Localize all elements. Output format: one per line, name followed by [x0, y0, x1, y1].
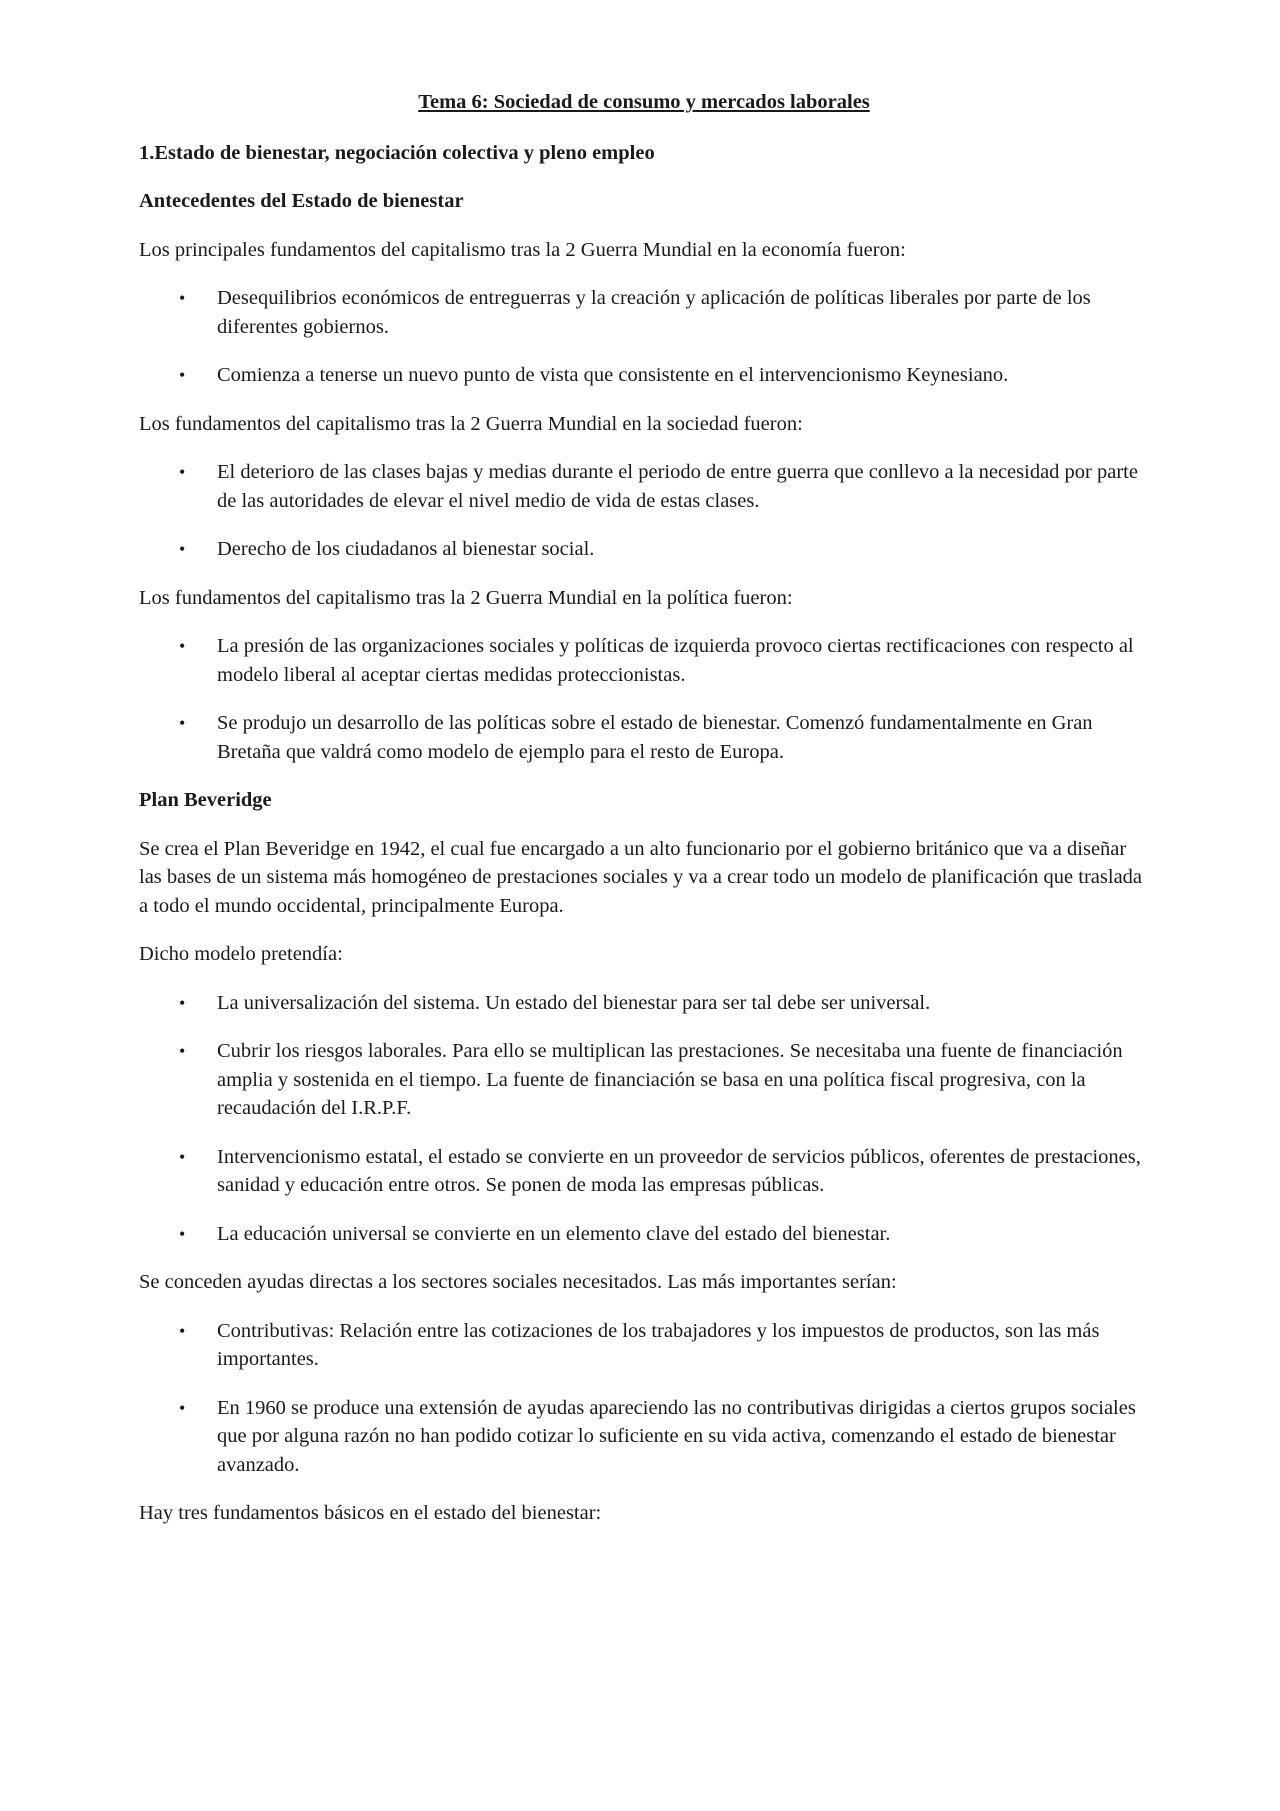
bullet-icon: •: [179, 539, 186, 559]
list-item: [139, 458, 1149, 515]
list-ayudas: [139, 1317, 1149, 1480]
paragraph-beveridge: Se crea el Plan Beveridge en 1942, el cual fue encargado a un alto funcionario por el gobierno británico que va a diseñar las bases de un sistema más homogéneo de prestaciones sociales y va a crear todo un modelo de planificación que traslada a todo el mundo occidental, principalmente Europa.: [139, 837, 1143, 917]
paragraph-modelo: Dicho modelo pretendía:: [139, 943, 343, 965]
list-item-text: Derecho de los ciudadanos al bienestar social.: [217, 538, 595, 560]
list-item-text: La presión de las organizaciones sociales y políticas de izquierda provoco ciertas rectificaciones con respecto al modelo liberal al aceptar ciertas medidas proteccionistas.: [217, 635, 1134, 686]
list-economia: [139, 284, 1149, 390]
list-item: [139, 632, 1149, 689]
list-item-text: Se produjo un desarrollo de las políticas sobre el estado de bienestar. Comenzó fundamentalmente en Gran Bretaña que valdrá como modelo de ejemplo para el resto de Europa.: [217, 712, 1093, 763]
paragraph-economia: Los principales fundamentos del capitalismo tras la 2 Guerra Mundial en la economía fueron:: [139, 238, 906, 261]
list-item-text: La universalización del sistema. Un estado del bienestar para ser tal debe ser universal.: [217, 991, 931, 1014]
bullet-icon: •: [179, 1146, 186, 1167]
bullet-icon: •: [179, 992, 186, 1013]
list-item: [139, 1220, 1149, 1249]
list-item: [139, 1394, 1149, 1480]
paragraph-ayudas: Se conceden ayudas directas a los sectores sociales necesitados. Las más importantes serían:: [139, 1271, 897, 1293]
list-item-text: Cubrir los riesgos laborales. Para ello se multiplican las prestaciones. Se necesitaba una fuente de financiación amplia y sostenida en el tiempo. La fuente de financiación se basa en una política fiscal progresiva, con la recaudación del I.R.P.F.: [217, 1040, 1123, 1119]
subheading-plan-beveridge: Plan Beveridge: [139, 789, 272, 811]
list-modelo: [139, 989, 1149, 1249]
bullet-icon: •: [179, 365, 186, 385]
bullet-icon: •: [179, 1397, 186, 1418]
list-politica: [139, 632, 1149, 766]
bullet-icon: •: [179, 713, 186, 733]
list-item: [139, 1317, 1149, 1374]
paragraph-sociedad: Los fundamentos del capitalismo tras la 2 Guerra Mundial en la sociedad fueron:: [139, 412, 803, 435]
list-item-text: La educación universal se convierte en un elemento clave del estado del bienestar.: [217, 1222, 891, 1245]
subheading-antecedentes: Antecedentes del Estado de bienestar: [139, 190, 464, 212]
list-item-text: El deterioro de las clases bajas y medias durante el periodo de entre guerra que conllevo a la necesidad por parte de las autoridades de elevar el nivel medio de vida de estas clases.: [217, 461, 1138, 512]
list-item: [139, 535, 1149, 564]
section-heading-estado-bienestar: 1.Estado de bienestar, negociación colectiva y pleno empleo: [139, 141, 655, 164]
list-item: [139, 361, 1149, 390]
list-item: [139, 284, 1149, 341]
document-page: [139, 88, 1149, 1548]
list-item-text: En 1960 se produce una extensión de ayudas apareciendo las no contributivas dirigidas a ciertos grupos sociales que por alguna razón no han podido cotizar lo suficiente en su vida activa, comenzando el estado de bienestar avanzado.: [217, 1396, 1136, 1476]
bullet-icon: •: [179, 462, 186, 482]
list-item-text: Desequilibrios económicos de entreguerras y la creación y aplicación de políticas liberales por parte de los diferentes gobiernos.: [217, 287, 1091, 338]
bullet-icon: •: [179, 288, 186, 308]
list-sociedad: [139, 458, 1149, 564]
list-item: [139, 709, 1149, 766]
paragraph-politica: Los fundamentos del capitalismo tras la 2 Guerra Mundial en la política fueron:: [139, 586, 793, 609]
list-item: [139, 989, 1149, 1018]
bullet-icon: •: [179, 1041, 186, 1061]
bullet-icon: •: [179, 636, 186, 656]
list-item: [139, 1037, 1149, 1123]
document-title: Tema 6: Sociedad de consumo y mercados laborales: [418, 91, 870, 113]
list-item-text: Comienza a tenerse un nuevo punto de vista que consistente en el intervencionismo Keynesiano.: [217, 364, 1009, 386]
list-item: [139, 1143, 1149, 1200]
paragraph-fundamentos: Hay tres fundamentos básicos en el estado del bienestar:: [139, 1502, 602, 1524]
bullet-icon: •: [179, 1320, 186, 1341]
bullet-icon: •: [179, 1223, 186, 1244]
list-item-text: Intervencionismo estatal, el estado se convierte en un proveedor de servicios públicos, oferentes de prestaciones, sanidad y educación entre otros. Se ponen de moda las empresas públicas.: [217, 1145, 1141, 1196]
list-item-text: Contributivas: Relación entre las cotizaciones de los trabajadores y los impuestos de productos, son las más importantes.: [217, 1319, 1100, 1370]
